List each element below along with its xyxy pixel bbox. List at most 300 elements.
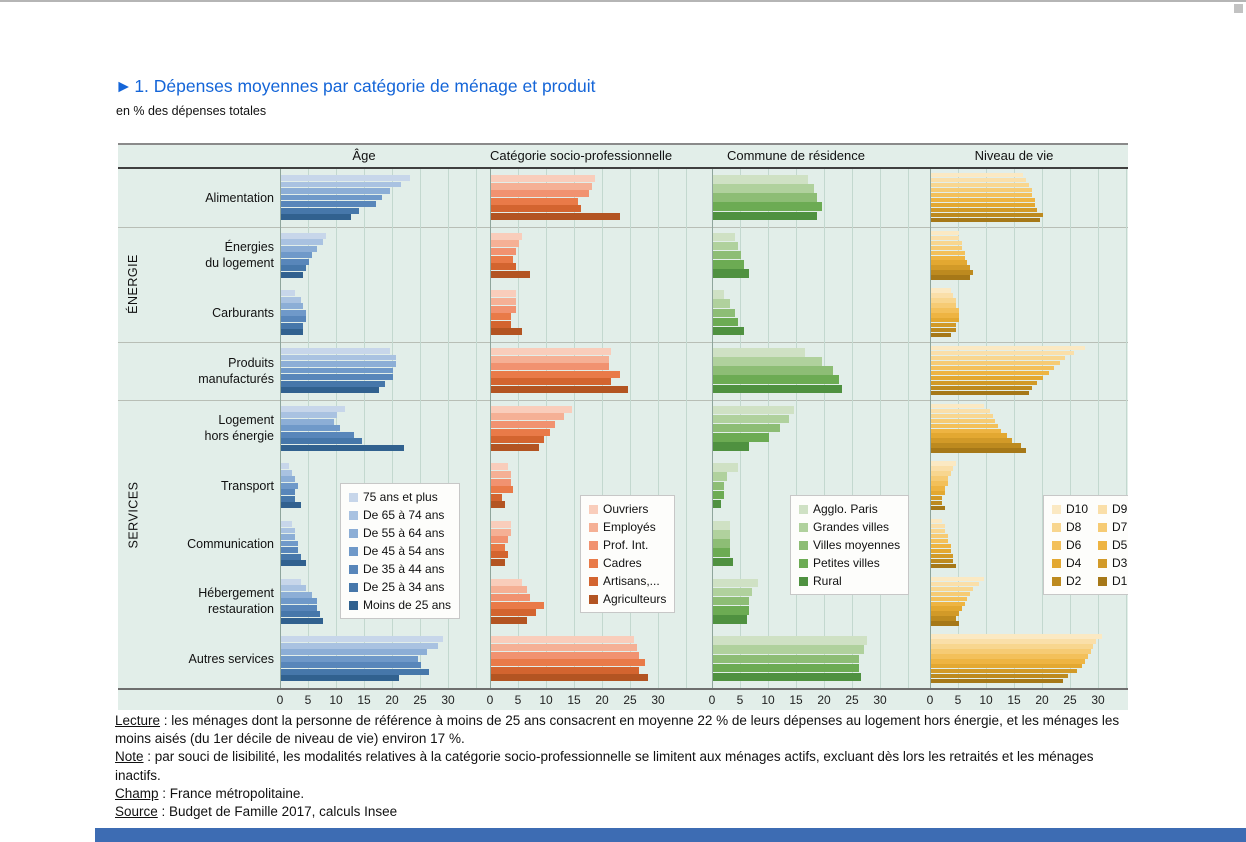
category-label: Produits manufacturés (198, 355, 274, 386)
bar-cat-gorie-socio-professionnelle-s1 (491, 586, 527, 593)
bar-niveau-de-vie-s8 (931, 501, 942, 505)
bar-niveau-de-vie-s9 (931, 391, 1029, 395)
bar-niveau-de-vie-s2 (931, 356, 1065, 360)
bar-cat-gorie-socio-professionnelle-s4 (491, 321, 511, 328)
bar-niveau-de-vie-s8 (931, 213, 1043, 217)
legend-label: Rural (813, 574, 842, 588)
bar-niveau-de-vie-s9 (931, 621, 959, 625)
bar-commune-de-r-sidence-s2 (713, 539, 730, 548)
bar-niveau-de-vie-s7 (931, 438, 1012, 442)
legend-swatch (349, 529, 358, 538)
bar-niveau-de-vie-s0 (931, 634, 1102, 638)
bar--ge-s6 (281, 445, 404, 451)
bar-cat-gorie-socio-professionnelle-s1 (491, 471, 511, 478)
legend-item (349, 490, 451, 504)
bar-niveau-de-vie-s1 (931, 236, 959, 240)
bar--ge-s1 (281, 239, 323, 245)
bar-niveau-de-vie-s9 (931, 506, 945, 510)
legend--ge (340, 483, 460, 619)
bar-niveau-de-vie-s6 (931, 664, 1082, 668)
bar-niveau-de-vie-s1 (931, 293, 953, 297)
bar--ge-s1 (281, 528, 295, 534)
bar-niveau-de-vie-s3 (931, 649, 1091, 653)
bar--ge-s0 (281, 348, 390, 354)
legend-item (589, 556, 666, 570)
bar-commune-de-r-sidence-s3 (713, 548, 730, 557)
bar-commune-de-r-sidence-s1 (713, 472, 727, 481)
bar--ge-s4 (281, 662, 421, 668)
bar-cat-gorie-socio-professionnelle-s4 (491, 609, 536, 616)
bar--ge-s3 (281, 541, 298, 547)
gridline (1126, 169, 1127, 688)
bar-commune-de-r-sidence-s2 (713, 309, 735, 318)
bar-niveau-de-vie-s1 (931, 409, 990, 413)
legend-swatch (1098, 541, 1107, 550)
legend-swatch (589, 595, 598, 604)
category-label: Hébergement restauration (198, 586, 274, 617)
legend-swatch (1052, 523, 1061, 532)
legend-label: 75 ans et plus (363, 490, 438, 504)
bar--ge-s3 (281, 656, 418, 662)
legend-swatch (799, 577, 808, 586)
bar--ge-s5 (281, 438, 362, 444)
bar-niveau-de-vie-s8 (931, 386, 1032, 390)
gridline (476, 169, 477, 688)
bar-cat-gorie-socio-professionnelle-s1 (491, 356, 609, 363)
bar-niveau-de-vie-s1 (931, 466, 953, 470)
x-axis-baseline (118, 688, 1128, 690)
bar--ge-s2 (281, 534, 295, 540)
x-tick-label: 15 (1007, 693, 1021, 707)
bar-cat-gorie-socio-professionnelle-s1 (491, 240, 519, 247)
bar-niveau-de-vie-s5 (931, 429, 1001, 433)
bar-niveau-de-vie-s0 (931, 519, 942, 523)
legend-label: Villes moyennes (813, 538, 901, 552)
bar-cat-gorie-socio-professionnelle-s3 (491, 602, 544, 609)
bar-cat-gorie-socio-professionnelle-s2 (491, 306, 516, 313)
bar-cat-gorie-socio-professionnelle-s2 (491, 594, 530, 601)
legend-label: De 45 à 54 ans (363, 544, 445, 558)
bar--ge-s0 (281, 175, 410, 181)
x-tick-label: 20 (385, 693, 399, 707)
legend-swatch (1098, 523, 1107, 532)
legend-label: Artisans,... (603, 574, 660, 588)
bar-niveau-de-vie-s4 (931, 251, 965, 255)
bar--ge-s6 (281, 618, 323, 624)
bar-niveau-de-vie-s6 (931, 376, 1043, 380)
bar--ge-s0 (281, 636, 443, 642)
legend-label: Agglo. Paris (813, 502, 878, 516)
bar-commune-de-r-sidence-s2 (713, 482, 724, 491)
legend-label: D9 (1112, 502, 1128, 516)
legend-swatch (1052, 559, 1061, 568)
bar-commune-de-r-sidence-s3 (713, 202, 822, 211)
bar--ge-s5 (281, 265, 306, 271)
legend-item (1052, 556, 1088, 570)
bar--ge-s3 (281, 310, 306, 316)
bar-niveau-de-vie-s4 (931, 597, 967, 601)
bar-niveau-de-vie-s6 (931, 203, 1035, 207)
bar--ge-s5 (281, 554, 301, 560)
bar-niveau-de-vie-s0 (931, 173, 1023, 177)
bar-commune-de-r-sidence-s1 (713, 242, 738, 251)
bar-commune-de-r-sidence-s2 (713, 655, 859, 664)
bar-niveau-de-vie-s6 (931, 491, 945, 495)
bar-niveau-de-vie-s3 (931, 534, 948, 538)
x-tick-label: 25 (413, 693, 427, 707)
bar-niveau-de-vie-s2 (931, 471, 951, 475)
legend-label: Employés (603, 520, 656, 534)
bar--ge-s4 (281, 259, 309, 265)
bar-commune-de-r-sidence-s0 (713, 406, 794, 415)
legend-item (589, 538, 666, 552)
legend-label: D10 (1066, 502, 1089, 516)
legend-label: D1 (1112, 574, 1128, 588)
gridline (852, 169, 853, 688)
bar--ge-s0 (281, 521, 292, 527)
bar-niveau-de-vie-s5 (931, 198, 1035, 202)
gridline (796, 169, 797, 688)
bar--ge-s5 (281, 496, 295, 502)
legend-label: De 35 à 44 ans (363, 562, 445, 576)
bar-commune-de-r-sidence-s0 (713, 175, 808, 184)
bar-niveau-de-vie-s4 (931, 424, 998, 428)
title-arrow-marker: ► (115, 76, 133, 96)
gridline (1070, 169, 1071, 688)
bar-cat-gorie-socio-professionnelle-s4 (491, 551, 508, 558)
legend-item (349, 526, 451, 540)
bar-niveau-de-vie-s2 (931, 529, 945, 533)
bar-niveau-de-vie-s4 (931, 366, 1054, 370)
bar-niveau-de-vie-s0 (931, 346, 1085, 350)
panel-title-niveau: Niveau de vie (974, 148, 1054, 163)
legend-label: Cadres (603, 556, 642, 570)
bar-niveau-de-vie-s8 (931, 559, 953, 563)
scrollbar-corner[interactable] (1234, 4, 1243, 13)
legend-swatch (1098, 505, 1107, 514)
group-separator (118, 400, 1128, 401)
legend-item (1052, 520, 1088, 534)
bar-niveau-de-vie-s2 (931, 587, 973, 591)
bar--ge-s6 (281, 387, 379, 393)
legend-item (799, 556, 900, 570)
x-tick-label: 5 (514, 693, 522, 707)
legend-swatch (1098, 577, 1107, 586)
bar--ge-s2 (281, 476, 295, 482)
bar-commune-de-r-sidence-s3 (713, 318, 738, 327)
legend-swatch (349, 511, 358, 520)
bar-commune-de-r-sidence-s3 (713, 433, 769, 442)
category-label: Alimentation (205, 190, 274, 205)
bar-cat-gorie-socio-professionnelle-s2 (491, 421, 555, 428)
window-bottom-edge (95, 828, 1246, 842)
x-tick-label: 0 (276, 693, 284, 707)
legend-swatch (349, 565, 358, 574)
bar-cat-gorie-socio-professionnelle-s5 (491, 271, 530, 278)
category-label: Communication (187, 536, 274, 551)
bar-commune-de-r-sidence-s4 (713, 615, 747, 624)
bar-niveau-de-vie-s5 (931, 486, 945, 490)
bar-commune-de-r-sidence-s3 (713, 375, 839, 384)
bar-niveau-de-vie-s2 (931, 183, 1029, 187)
bar--ge-s5 (281, 611, 320, 617)
legend-item (349, 562, 451, 576)
note-source: Source : Budget de Famille 2017, calculs Insee (115, 804, 398, 820)
legend-swatch (349, 601, 358, 610)
legend-item (589, 502, 666, 516)
bar--ge-s3 (281, 195, 382, 201)
bar-cat-gorie-socio-professionnelle-s2 (491, 479, 511, 486)
bar-niveau-de-vie-s2 (931, 298, 956, 302)
bar-niveau-de-vie-s6 (931, 606, 962, 610)
x-tick-label: 10 (329, 693, 343, 707)
legend-item (1052, 574, 1088, 588)
bar-niveau-de-vie-s5 (931, 544, 951, 548)
x-tick-label: 20 (817, 693, 831, 707)
bar-niveau-de-vie-s2 (931, 414, 993, 418)
x-tick-label: 25 (1063, 693, 1077, 707)
note-champ: Champ : France métropolitaine. (115, 785, 305, 801)
legend-swatch (589, 505, 598, 514)
legend-label: D6 (1066, 538, 1082, 552)
bar-cat-gorie-socio-professionnelle-s2 (491, 652, 639, 659)
bar-commune-de-r-sidence-s1 (713, 184, 814, 193)
bar-commune-de-r-sidence-s2 (713, 597, 749, 606)
bar-cat-gorie-socio-professionnelle-s5 (491, 444, 539, 451)
figure-subtitle: en % des dépenses totales (116, 104, 267, 118)
bar-cat-gorie-socio-professionnelle-s3 (491, 371, 620, 378)
bar--ge-s4 (281, 201, 376, 207)
bar-commune-de-r-sidence-s4 (713, 500, 721, 509)
bar--ge-s2 (281, 649, 427, 655)
bar--ge-s0 (281, 233, 326, 239)
legend-swatch (1098, 559, 1107, 568)
bar-niveau-de-vie-s7 (931, 381, 1037, 385)
bar-niveau-de-vie-s6 (931, 260, 967, 264)
bar-cat-gorie-socio-professionnelle-s3 (491, 659, 645, 666)
legend-swatch (589, 541, 598, 550)
bar-niveau-de-vie-s3 (931, 476, 948, 480)
bar-cat-gorie-socio-professionnelle-s0 (491, 463, 508, 470)
legend-swatch (589, 523, 598, 532)
legend-swatch (349, 583, 358, 592)
bar--ge-s6 (281, 272, 303, 278)
legend-cat-gorie-socio-professionnelle (580, 495, 675, 613)
bar-cat-gorie-socio-professionnelle-s3 (491, 544, 505, 551)
bar--ge-s2 (281, 246, 317, 252)
bar-commune-de-r-sidence-s4 (713, 673, 861, 682)
panel-title-age: Âge (352, 148, 376, 163)
bar-niveau-de-vie-s5 (931, 659, 1085, 663)
bar-niveau-de-vie-s1 (931, 178, 1026, 182)
legend-item (799, 520, 900, 534)
legend-label: Ouvriers (603, 502, 649, 516)
gridline (686, 169, 687, 688)
legend-item (1098, 574, 1127, 588)
bar-niveau-de-vie-s2 (931, 644, 1093, 648)
bar-niveau-de-vie-s9 (931, 275, 970, 279)
bar-commune-de-r-sidence-s0 (713, 636, 867, 645)
bar-cat-gorie-socio-professionnelle-s5 (491, 559, 505, 566)
group-separator (118, 342, 1128, 343)
bar-niveau-de-vie-s0 (931, 288, 951, 292)
legend-item (349, 544, 451, 558)
bar-niveau-de-vie-s3 (931, 246, 962, 250)
bar-niveau-de-vie-s4 (931, 308, 959, 312)
gridline (1014, 169, 1015, 688)
bar-niveau-de-vie-s7 (931, 554, 953, 558)
x-tick-label: 15 (357, 693, 371, 707)
bar-commune-de-r-sidence-s4 (713, 558, 733, 567)
bar-niveau-de-vie-s9 (931, 679, 1063, 683)
legend-label: D7 (1112, 520, 1128, 534)
bar--ge-s1 (281, 643, 438, 649)
bar-niveau-de-vie-s9 (931, 564, 956, 568)
bar-niveau-de-vie-s1 (931, 582, 979, 586)
bar-commune-de-r-sidence-s1 (713, 357, 822, 366)
bar-niveau-de-vie-s6 (931, 318, 959, 322)
bar--ge-s6 (281, 329, 303, 335)
legend-label: De 55 à 64 ans (363, 526, 445, 540)
bar-niveau-de-vie-s7 (931, 669, 1077, 673)
legend-item (799, 574, 900, 588)
bar-niveau-de-vie-s8 (931, 270, 973, 274)
legend-swatch (799, 541, 808, 550)
legend-label: D5 (1112, 538, 1128, 552)
bar-niveau-de-vie-s4 (931, 539, 948, 543)
legend-label: D2 (1066, 574, 1082, 588)
bar-cat-gorie-socio-professionnelle-s0 (491, 290, 516, 297)
legend-swatch (1052, 505, 1061, 514)
bar--ge-s0 (281, 290, 295, 296)
legend-swatch (1052, 577, 1061, 586)
bar--ge-s6 (281, 560, 306, 566)
category-label: Autres services (188, 652, 274, 667)
bar-commune-de-r-sidence-s2 (713, 366, 833, 375)
bar--ge-s4 (281, 605, 317, 611)
x-tick-label: 30 (651, 693, 665, 707)
bar-commune-de-r-sidence-s0 (713, 463, 738, 472)
gridline (574, 169, 575, 688)
legend-swatch (349, 493, 358, 502)
bar-niveau-de-vie-s5 (931, 256, 965, 260)
bar-cat-gorie-socio-professionnelle-s4 (491, 263, 516, 270)
bar--ge-s4 (281, 489, 295, 495)
bar-commune-de-r-sidence-s3 (713, 491, 724, 500)
bar--ge-s6 (281, 675, 399, 681)
bar-commune-de-r-sidence-s0 (713, 579, 758, 588)
x-tick-label: 30 (873, 693, 887, 707)
x-tick-label: 5 (736, 693, 744, 707)
bar-commune-de-r-sidence-s0 (713, 290, 724, 299)
bar-commune-de-r-sidence-s4 (713, 327, 744, 336)
bar--ge-s0 (281, 406, 345, 412)
legend-item (349, 508, 451, 522)
bar-niveau-de-vie-s7 (931, 611, 959, 615)
bar--ge-s4 (281, 316, 306, 322)
bar-cat-gorie-socio-professionnelle-s0 (491, 233, 522, 240)
bar-commune-de-r-sidence-s0 (713, 233, 735, 242)
bar-niveau-de-vie-s7 (931, 265, 970, 269)
bar--ge-s2 (281, 419, 334, 425)
x-tick-label: 30 (1091, 693, 1105, 707)
x-tick-label: 30 (441, 693, 455, 707)
bar-cat-gorie-socio-professionnelle-s2 (491, 248, 516, 255)
bar-niveau-de-vie-s6 (931, 549, 951, 553)
x-tick-label: 5 (304, 693, 312, 707)
legend-label: D8 (1066, 520, 1082, 534)
bar-commune-de-r-sidence-s4 (713, 385, 842, 394)
figure-title (115, 76, 595, 97)
bar-cat-gorie-socio-professionnelle-s5 (491, 501, 505, 508)
bar-cat-gorie-socio-professionnelle-s1 (491, 298, 516, 305)
bar--ge-s2 (281, 592, 312, 598)
bar-niveau-de-vie-s8 (931, 443, 1021, 447)
x-tick-label: 15 (789, 693, 803, 707)
gridline (824, 169, 825, 688)
bar--ge-s2 (281, 303, 303, 309)
bar--ge-s0 (281, 463, 289, 469)
legend-item (589, 520, 666, 534)
bar--ge-s2 (281, 188, 390, 194)
bar-commune-de-r-sidence-s2 (713, 251, 741, 260)
bar-cat-gorie-socio-professionnelle-s4 (491, 378, 611, 385)
legend-label: Prof. Int. (603, 538, 649, 552)
legend-item (349, 580, 451, 594)
bar-niveau-de-vie-s8 (931, 616, 956, 620)
bar--ge-s3 (281, 598, 317, 604)
bar-cat-gorie-socio-professionnelle-s4 (491, 436, 544, 443)
bar-cat-gorie-socio-professionnelle-s0 (491, 636, 634, 643)
bar--ge-s4 (281, 547, 298, 553)
panel-title-commune: Commune de résidence (726, 148, 866, 163)
legend-niveau-de-vie (1043, 495, 1128, 595)
bar-chart-figure (118, 143, 1128, 710)
bar--ge-s1 (281, 585, 306, 591)
legend-item (1098, 538, 1127, 552)
bar-niveau-de-vie-s4 (931, 654, 1088, 658)
legend-label: De 65 à 74 ans (363, 508, 445, 522)
bar-cat-gorie-socio-professionnelle-s0 (491, 348, 611, 355)
bar-cat-gorie-socio-professionnelle-s3 (491, 313, 511, 320)
legend-swatch (799, 523, 808, 532)
legend-label: Petites villes (813, 556, 880, 570)
gridline (908, 169, 909, 688)
bar-cat-gorie-socio-professionnelle-s0 (491, 406, 572, 413)
legend-label: Grandes villes (813, 520, 890, 534)
legend-item (1052, 502, 1088, 516)
bar-commune-de-r-sidence-s4 (713, 442, 749, 451)
legend-label: D4 (1066, 556, 1082, 570)
bar-niveau-de-vie-s9 (931, 333, 951, 337)
bar-cat-gorie-socio-professionnelle-s5 (491, 674, 648, 681)
legend-swatch (1052, 541, 1061, 550)
bar-cat-gorie-socio-professionnelle-s2 (491, 190, 589, 197)
x-tick-label: 20 (1035, 693, 1049, 707)
legend-swatch (349, 547, 358, 556)
gridline (1042, 169, 1043, 688)
bar-niveau-de-vie-s9 (931, 448, 1026, 452)
bar--ge-s4 (281, 374, 393, 380)
footer-notes (115, 712, 1139, 821)
bar--ge-s6 (281, 502, 301, 508)
legend-item (799, 538, 900, 552)
bar-cat-gorie-socio-professionnelle-s5 (491, 386, 628, 393)
bar--ge-s3 (281, 252, 312, 258)
bar-cat-gorie-socio-professionnelle-s5 (491, 617, 527, 624)
bar--ge-s1 (281, 470, 292, 476)
bar-cat-gorie-socio-professionnelle-s1 (491, 183, 592, 190)
